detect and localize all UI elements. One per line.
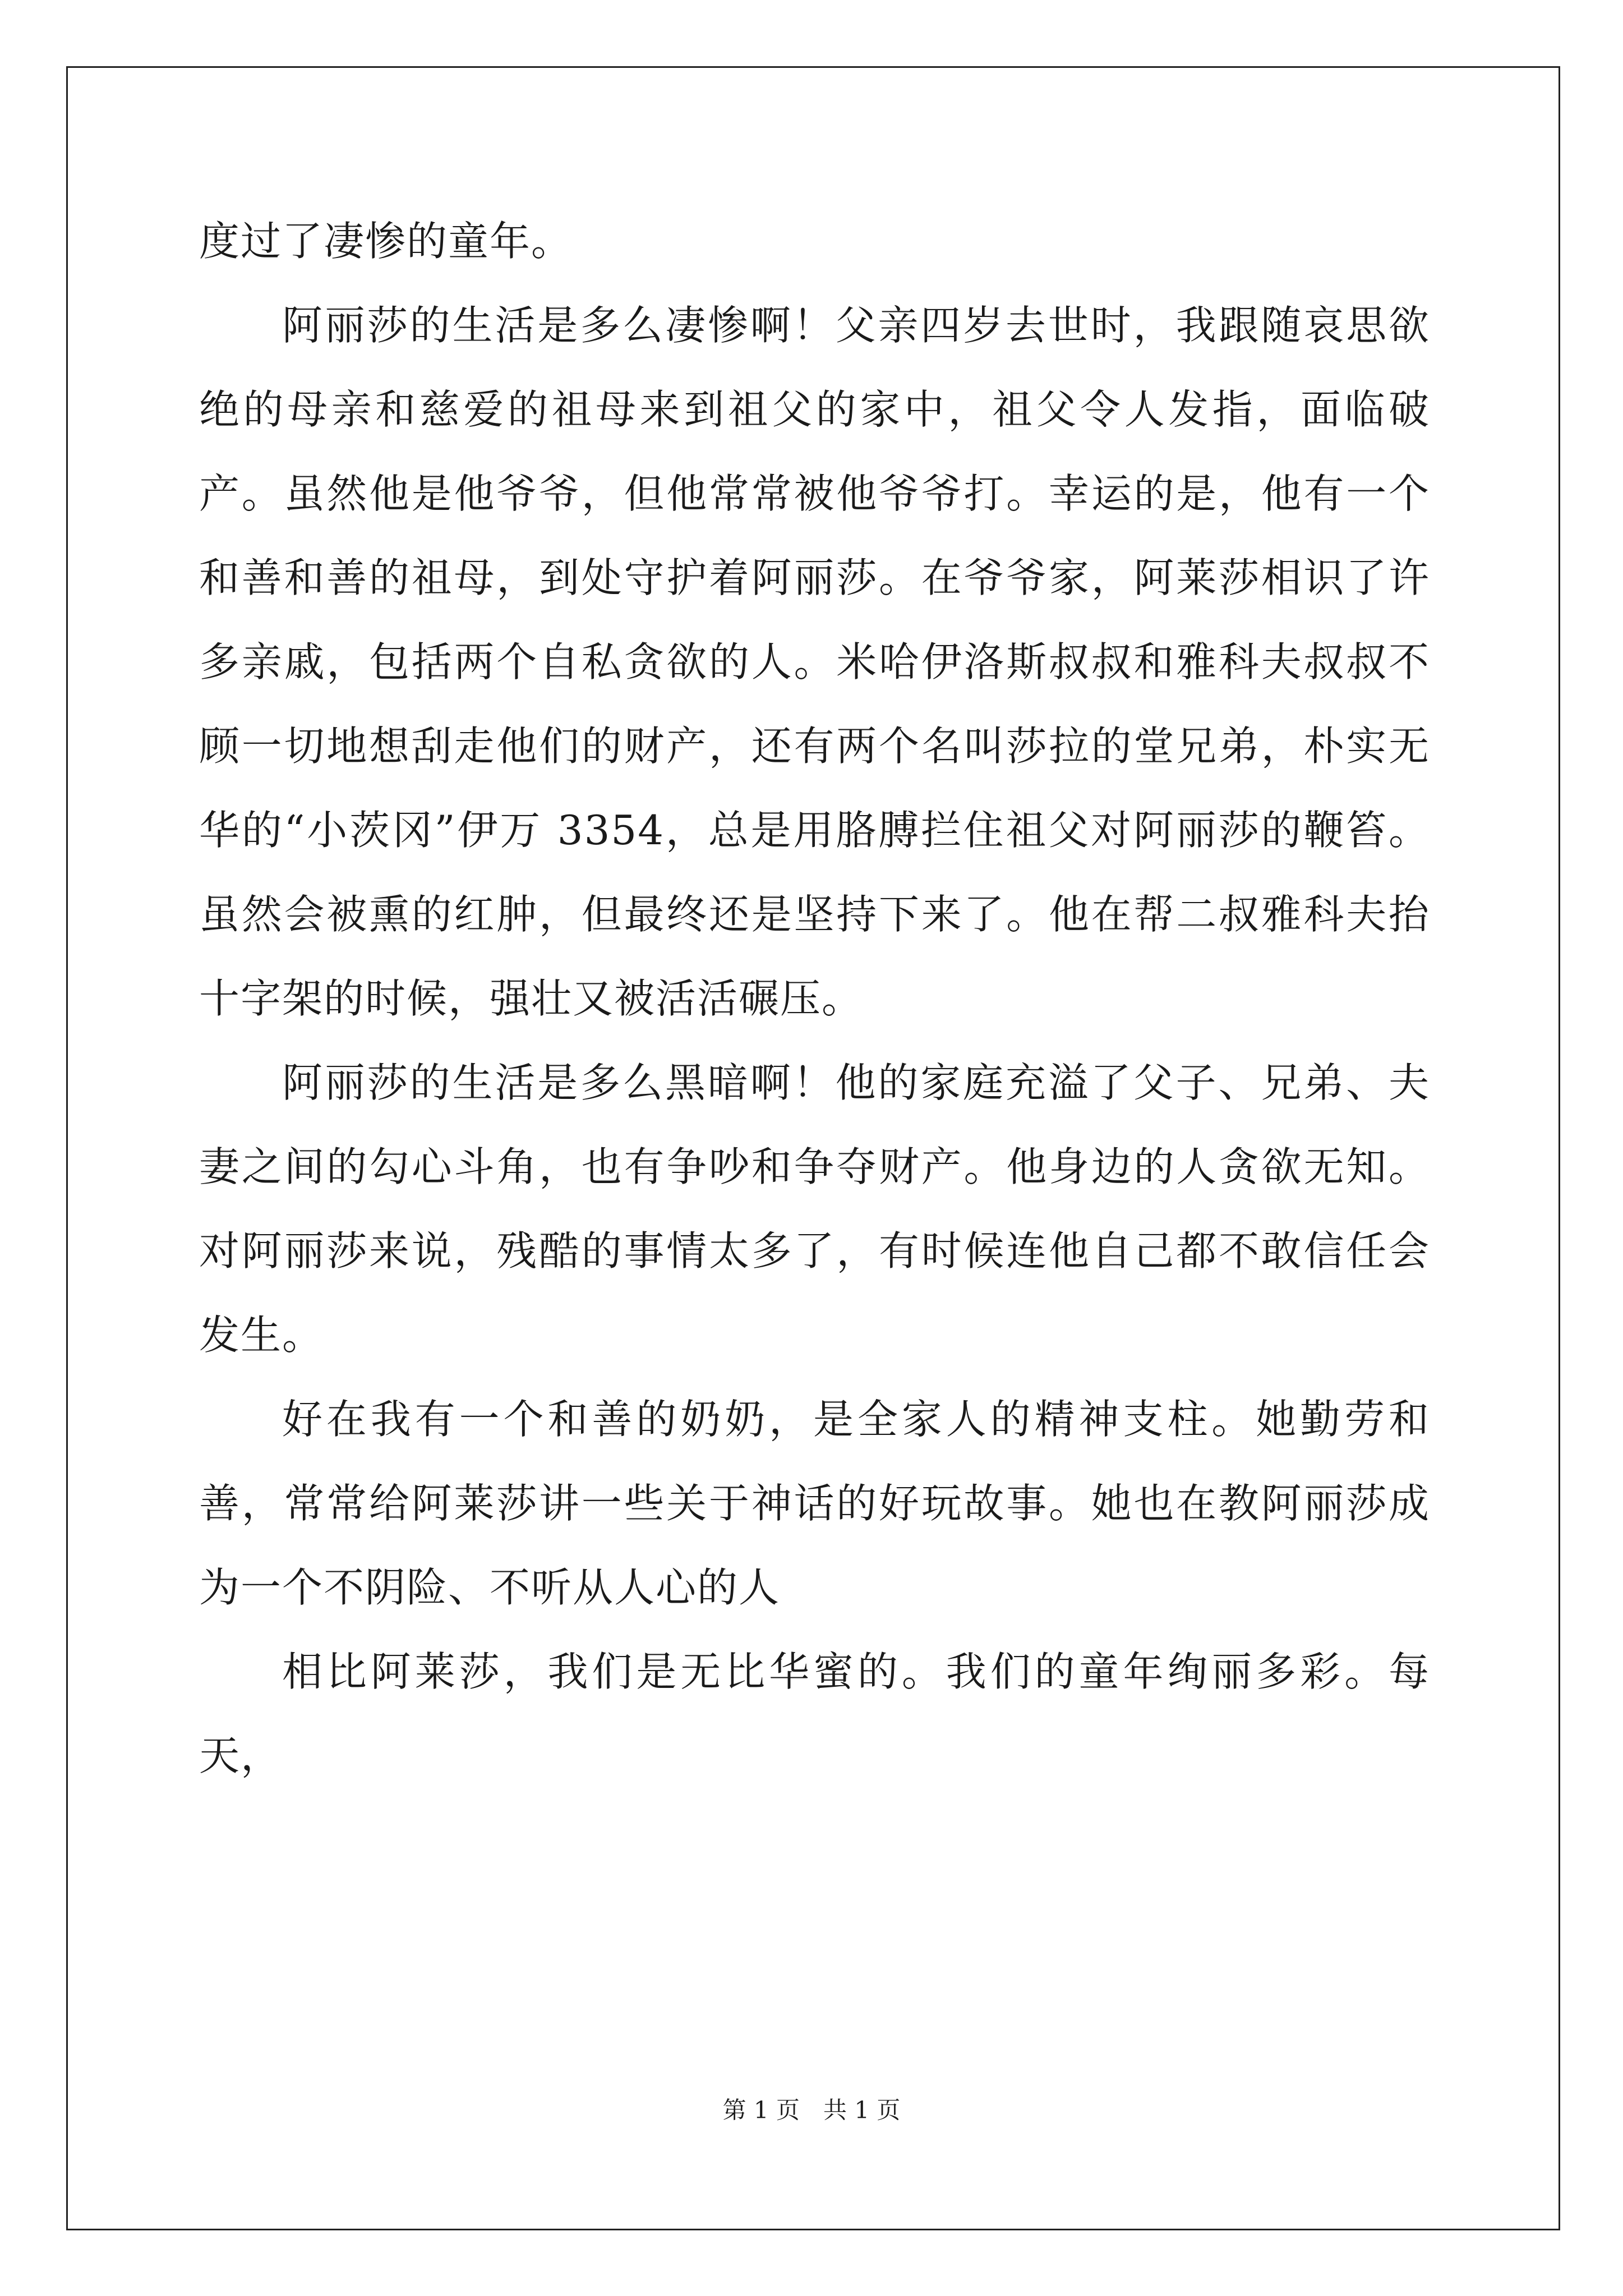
paragraph: 度过了凄惨的童年。 xyxy=(199,218,573,265)
paragraph: 阿丽莎的生活是多么凄惨啊！父亲四岁去世时，我跟随哀思欲绝的母亲和慈爱的祖母来到祖父的家中，祖父令人发指，面临破产。虽然他是他爷爷，但他常常被他爷爷打。幸运的是，他有一个和善和善的祖母，到处守护着阿丽莎。在爷爷家，阿莱莎相识了许多亲戚，包括两个自私贪欲的人。米哈伊洛斯叔叔和雅科夫叔叔不顾一切地想刮走他们的财产，还有两个名叫莎拉的堂兄弟，朴实无华的“小茨冈”伊万 3354，总是用胳膊拦住祖父对阿丽莎的鞭笞。虽然会被熏的红肿，但最终还是坚持下来了。他在帮二叔雅科夫抬十字架的时候，强壮又被活活碾压。 xyxy=(199,302,1430,1022)
paragraph: 相比阿莱莎，我们是无比华蜜的。我们的童年绚丽多彩。每天， xyxy=(199,1648,1430,1779)
paragraph: 阿丽莎的生活是多么黑暗啊！他的家庭充溢了父子、兄弟、夫妻之间的勾心斗角，也有争吵和争夺财产。他身边的人贪欲无知。对阿丽莎来说，残酷的事情太多了，有时候连他自己都不敢信任会发生。 xyxy=(199,1059,1430,1359)
document-body xyxy=(199,199,1430,1798)
page-number-footer: 第 1 页 共 1 页 xyxy=(722,2096,901,2124)
paragraph: 好在我有一个和善的奶奶，是全家人的精神支柱。她勤劳和善，常常给阿莱莎讲一些关于神话的好玩故事。她也在教阿丽莎成为一个不阴险、不听从人心的人 xyxy=(199,1396,1430,1611)
